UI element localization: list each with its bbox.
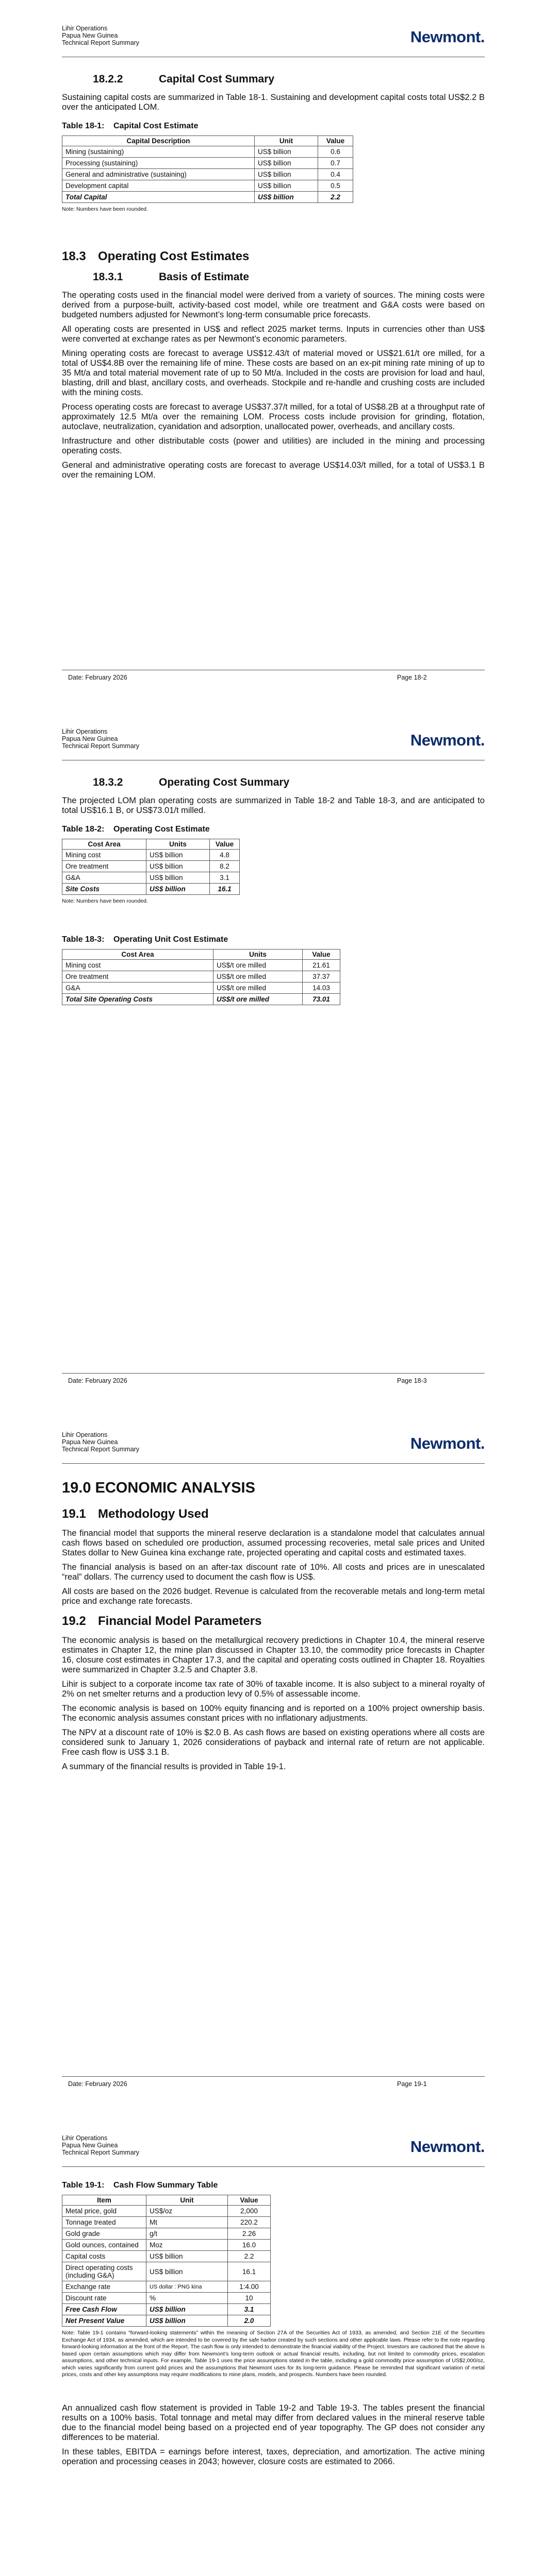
table-total-row: Free Cash Flow US$ billion 3.1: [62, 2304, 271, 2315]
paragraph: Infrastructure and other distributable costs (power and utilities) are included in the mining and processing operating costs.: [62, 436, 485, 455]
table-row: Mining cost US$/t ore milled 21.61: [62, 959, 340, 971]
table-row: G&A US$/t ore milled 14.03: [62, 982, 340, 993]
section-heading: 19.1 Methodology Used: [62, 1507, 209, 1521]
paragraph: Sustaining capital costs are summarized in Table 18-1. Sustaining and development capital costs total US$2.2 B over the anticipated LOM.: [62, 93, 485, 112]
table-total-row: Total Capital US$ billion 2.2: [62, 192, 353, 203]
table-row: Processing (sustaining) US$ billion 0.7: [62, 158, 353, 169]
table-row: Direct operating costs (including G&A) US$ billion 16.1: [62, 2262, 271, 2281]
table-row: Metal price, gold US$/oz 2,000: [62, 2206, 271, 2217]
page-footer: [62, 2076, 485, 2088]
section-heading: 18.3.2 Operating Cost Summary: [93, 776, 290, 788]
column-header: Item: [62, 2195, 146, 2206]
header-line-2: Papua New Guinea: [62, 2142, 118, 2149]
page-footer: [62, 1373, 485, 1384]
newmont-logo: Newmont.: [410, 731, 485, 749]
header-line-1: Lihir Operations: [62, 1431, 108, 1438]
paragraph: General and administrative operating costs are forecast to average US$14.03/t milled, for a total of US$3.1 B over the remaining LOM.: [62, 460, 485, 480]
paragraph: Process operating costs are forecast to average US$37.37/t milled, for a total of US$8.2B at a throughput rate of approximately 12.5 Mt/a over the remaining LOM. Process costs include provision for grinding, flotation, autoclave, neutralization, cyanidation and adsorption, unallocated power, overheads, and ancillary costs.: [62, 402, 485, 431]
page-19-2: [0, 2110, 544, 2576]
column-header: Unit: [255, 136, 318, 146]
header-divider: [62, 1463, 485, 1464]
table-note: Note: Numbers have been rounded.: [62, 898, 148, 904]
header-line-1: Lihir Operations: [62, 728, 108, 735]
column-header: Units: [213, 949, 303, 959]
page-header: [62, 728, 485, 758]
footer-page-number: Page 18-2: [397, 674, 427, 681]
table-note: Note: Table 19-1 contains “forward-looking statements” within the meaning of Section 27A of the Securities Act of 1933, as amended, and Section 21E of the Securities Exchange Act of 1934, as amended, which are intended to be covered by the safe harbor created by such sections and other applicable laws. Please refer to the note regarding forward-looking information at the front of the Report. The cash flow is only intended to demonstrate the financial viability of the Project. Investors are cautioned that the above is based upon certain assumptions which may differ from Newmont’s long-term outlook or actual financial results, including, but not limited to commodity prices, escalation assumptions, and other technical inputs. For example, Table 19-1 uses the price assumptions stated in the table, including a gold commodity price assumption of US$2,000/oz, which varies significantly from current gold prices and the assumptions that Newmont uses for its long-term guidance. Please be reminded that significant variation of metal prices, costs and other key assumptions may require modifications to mine plans, models, and prospects. Numbers have been rounded.: [62, 2330, 485, 2378]
table-row: Capital costs US$ billion 2.2: [62, 2251, 271, 2262]
table-row: Ore treatment US$/t ore milled 37.37: [62, 971, 340, 982]
paragraph: The financial analysis is based on an after-tax discount rate of 10%. All costs and prices are in unescalated “real” dollars. The currency used to document the cash flow is US$.: [62, 1563, 485, 1582]
paragraph: The economic analysis is based on the metallurgical recovery predictions in Chapter 10.4, the mineral reserve estimates in Chapter 12, the mine plan discussed in Chapter 13.10, the commodity price forecasts in Chapter 16, closure cost estimates in Chapter 17.3, and the capital and operating costs outlined in Chapter 18. Royalties were summarized in Chapter 3.2.5 and Chapter 3.8.: [62, 1636, 485, 1674]
header-line-3: Technical Report Summary: [62, 1446, 140, 1453]
page-19-1: [0, 1406, 544, 2110]
table-caption: Table 19-1: Cash Flow Summary Table: [62, 2181, 218, 2190]
subsection-heading: 18.3.1 Basis of Estimate: [93, 270, 250, 283]
header-line-1: Lihir Operations: [62, 25, 108, 32]
header-divider: [62, 2166, 485, 2167]
column-header: Cost Area: [62, 839, 146, 850]
paragraph: The operating costs used in the financial model were derived from a variety of sources. The mining costs were derived from a purpose-built, activity-based cost model, while ore treatment and G&A costs were based on budgeted numbers adjusted for Newmont’s long-term consumable price forecasts.: [62, 290, 485, 319]
footer-date: Date: February 2026: [68, 1377, 127, 1384]
operating-cost-table: [62, 839, 240, 895]
paragraph: Mining operating costs are forecast to average US$12.43/t of material moved or US$21.61/t ore milled, for a total of US$4.8B over the remaining life of mine. These costs are based on an ex-pit mining rate mining of up to 35 Mt/a and total material movement rate of up to 50 Mt/a. Included in the costs are provision for load and haul, blasting, drill and blast, ancillary costs, and overheads. Stockpile and re-handle and crushing costs are included with the mining costs.: [62, 348, 485, 397]
header-line-2: Papua New Guinea: [62, 735, 118, 742]
table-total-row: Total Site Operating Costs US$/t ore milled 73.01: [62, 993, 340, 1005]
column-header: Cost Area: [62, 949, 213, 959]
column-header: Units: [146, 839, 210, 850]
column-header: Capital Description: [62, 136, 255, 146]
table-row: Development capital US$ billion 0.5: [62, 180, 353, 192]
newmont-logo: Newmont.: [410, 1434, 485, 1452]
paragraph: Lihir is subject to a corporate income tax rate of 30% of taxable income. It is also subject to a mineral royalty of 2% on net smelter returns and a production levy of 0.5% of assessable income.: [62, 1680, 485, 1699]
footer-page-number: Page 18-3: [397, 1377, 427, 1384]
header-line-1: Lihir Operations: [62, 2134, 108, 2142]
newmont-logo: Newmont.: [410, 2138, 485, 2156]
footer-date: Date: February 2026: [68, 2080, 127, 2088]
section-heading: 18.3 Operating Cost Estimates: [62, 249, 250, 263]
cash-flow-summary-table: [62, 2195, 271, 2327]
table-row: Tonnage treated Mt 220.2: [62, 2217, 271, 2228]
capital-cost-table: [62, 135, 353, 203]
table-row: Gold grade g/t 2.26: [62, 2228, 271, 2240]
table-caption: Table 18-1: Capital Cost Estimate: [62, 122, 199, 130]
header-line-2: Papua New Guinea: [62, 1438, 118, 1446]
table-row: Mining (sustaining) US$ billion 0.6: [62, 146, 353, 158]
table-caption: Table 18-3: Operating Unit Cost Estimate: [62, 935, 228, 944]
paragraph: The NPV at a discount rate of 10% is $2.0 B. As cash flows are based on existing operations where all costs are considered sunk to January 1, 2026 considerations of payback and internal rate of return are not applicable. Free cash flow is US$ 3.1 B.: [62, 1728, 485, 1757]
paragraph: A summary of the financial results is provided in Table 19-1.: [62, 1762, 286, 1771]
column-header: Value: [228, 2195, 271, 2206]
footer-page-number: Page 19-1: [397, 2080, 427, 2088]
page-header: [62, 25, 485, 55]
table-caption: Table 18-2: Operating Cost Estimate: [62, 825, 210, 834]
table-row: Discount rate % 10: [62, 2293, 271, 2304]
page-18-2: [0, 0, 544, 703]
paragraph: An annualized cash flow statement is provided in Table 19-2 and Table 19-3. The tables present the financial results on a 100% basis. Total tonnage and metal may differ from declared values in the mineral reserve table due to the financial model being based on a projected end of year topography. The GP does not consider any differences to be material.: [62, 2403, 485, 2442]
header-line-3: Technical Report Summary: [62, 39, 140, 46]
section-heading: 18.2.2 Capital Cost Summary: [93, 73, 275, 85]
header-line-3: Technical Report Summary: [62, 742, 140, 750]
paragraph: All operating costs are presented in US$ and reflect 2025 market terms. Inputs in currencies other than US$ were converted at exchange rates as per Newmont’s economic parameters.: [62, 324, 485, 344]
table-note: Note: Numbers have been rounded.: [62, 206, 148, 212]
column-header: Value: [303, 949, 340, 959]
chapter-title: 19.0 ECONOMIC ANALYSIS: [62, 1480, 255, 1496]
column-header: Value: [210, 839, 240, 850]
table-row: Ore treatment US$ billion 8.2: [62, 861, 240, 872]
table-row: G&A US$ billion 3.1: [62, 872, 240, 884]
page-header: [62, 1431, 485, 1461]
header-line-2: Papua New Guinea: [62, 32, 118, 39]
table-row: Exchange rate US dollar : PNG kina 1:4.00: [62, 2281, 271, 2293]
paragraph: The financial model that supports the mineral reserve declaration is a standalone model that calculates annual cash flows based on scheduled ore production, assumed processing recoveries, metal sale prices and United States dollar to New Guinea kina exchange rate, projected operating and capital costs and estimated taxes.: [62, 1529, 485, 1557]
paragraph: The projected LOM plan operating costs are summarized in Table 18-2 and Table 18-3, and are anticipated to total US$16.1 B, or US$73.01/t milled.: [62, 796, 485, 815]
column-header: Unit: [146, 2195, 228, 2206]
paragraph: In these tables, EBITDA = earnings before interest, taxes, depreciation, and amortization. The active mining operation and processing ceases in 2043; however, closure costs are estimated to 2066.: [62, 2447, 485, 2466]
operating-unit-cost-table: [62, 949, 340, 1005]
page-header: [62, 2134, 485, 2164]
page-18-3: [0, 703, 544, 1406]
footer-date: Date: February 2026: [68, 674, 127, 681]
table-row: Mining cost US$ billion 4.8: [62, 850, 240, 861]
newmont-logo: Newmont.: [410, 28, 485, 46]
table-row: Gold ounces, contained Moz 16.0: [62, 2240, 271, 2251]
table-total-row: Site Costs US$ billion 16.1: [62, 884, 240, 895]
table-row: General and administrative (sustaining) US$ billion 0.4: [62, 169, 353, 180]
paragraph: All costs are based on the 2026 budget. Revenue is calculated from the recoverable metals and long-term metal price and exchange rate forecasts.: [62, 1587, 485, 1606]
paragraph: The economic analysis is based on 100% equity financing and is reported on a 100% project ownership basis. The economic analysis assumes constant prices with no inflationary adjustments.: [62, 1704, 485, 1723]
section-heading: 19.2 Financial Model Parameters: [62, 1614, 262, 1628]
header-line-3: Technical Report Summary: [62, 2149, 140, 2156]
page-footer: [62, 670, 485, 681]
table-total-row: Net Present Value US$ billion 2.0: [62, 2315, 271, 2327]
column-header: Value: [318, 136, 353, 146]
